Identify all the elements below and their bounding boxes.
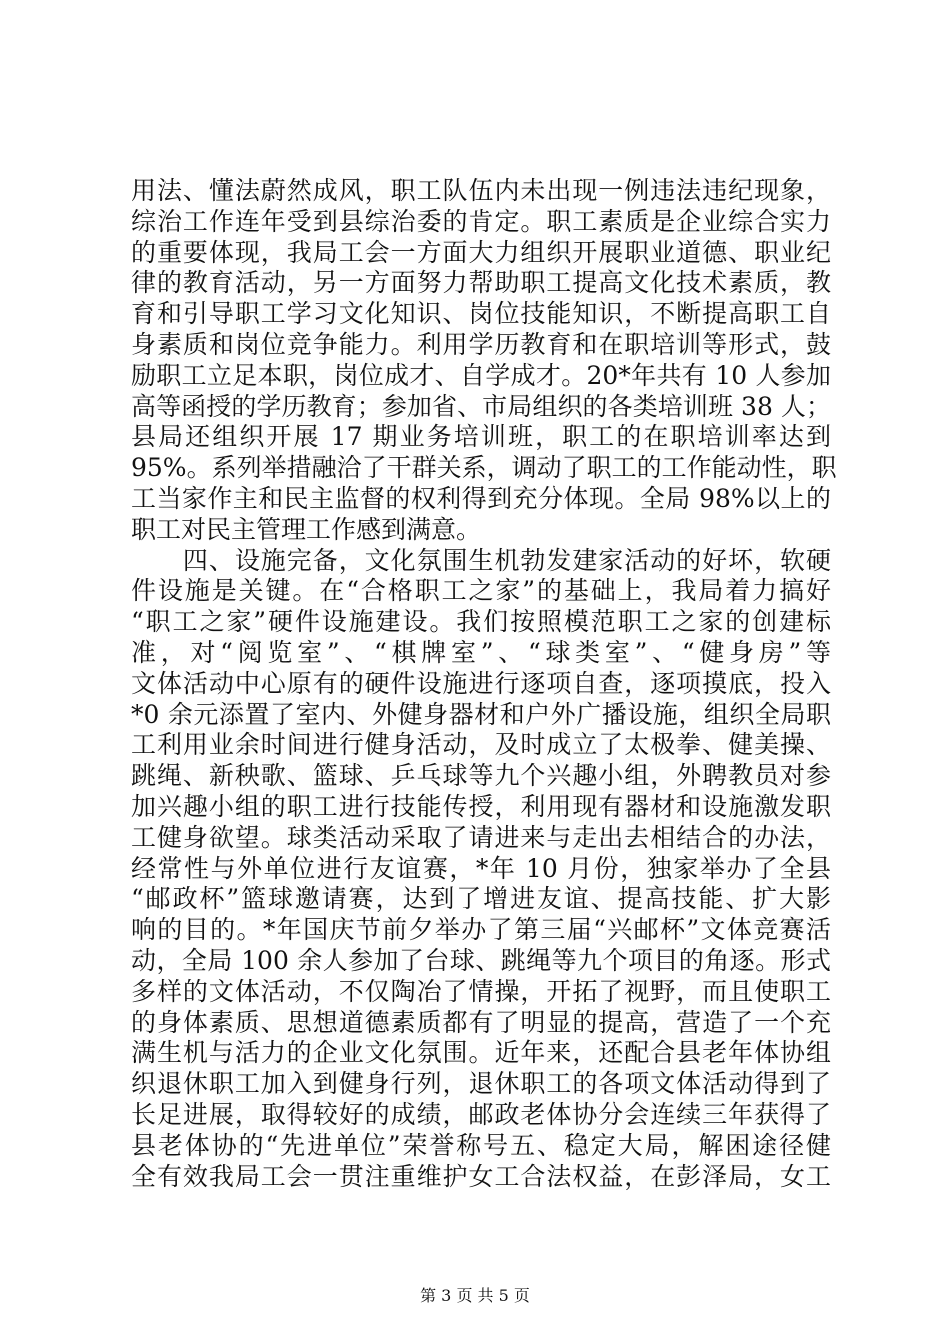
text-line: 文体活动中心原有的硬件设施进行逐项自查，逐项摸底，投入 [131, 668, 831, 698]
text-line: 织退休职工加入到健身行列，退休职工的各项文体活动得到了 [131, 1069, 831, 1099]
text-line: 经常性与外单位进行友谊赛，*年 10 月份，独家举办了全县 [131, 853, 831, 883]
text-line: 动，全局 100 余人参加了台球、跳绳等九个项目的角逐。形式 [131, 945, 831, 975]
paragraph-1 [131, 176, 837, 546]
text-line: 县老体协的“先进单位”荣誉称号五、稳定大局，解困途径健 [131, 1130, 831, 1160]
text-line: 律的教育活动，另一方面努力帮助职工提高文化技术素质，教 [131, 268, 831, 298]
text-line: 县局还组织开展 17 期业务培训班，职工的在职培训率达到 [131, 422, 831, 452]
text-line: 件设施是关键。在“合格职工之家”的基础上，我局着力搞好 [131, 576, 831, 606]
text-line: 跳绳、新秧歌、篮球、乒乓球等九个兴趣小组，外聘教员对参 [131, 761, 831, 791]
text-line: 励职工立足本职，岗位成才、自学成才。20*年共有 10 人参加 [131, 360, 831, 390]
text-line: 工当家作主和民主监督的权利得到充分体现。全局 98%以上的 [131, 483, 831, 513]
document-body [131, 176, 837, 1192]
text-line: 长足进展，取得较好的成绩，邮政老体协分会连续三年获得了 [131, 1099, 831, 1129]
text-line: 工健身欲望。球类活动采取了请进来与走出去相结合的办法， [131, 822, 831, 852]
text-line: 多样的文体活动，不仅陶冶了情操，开拓了视野，而且使职工 [131, 976, 831, 1006]
text-line: 准，对“阅览室”、“棋牌室”、“球类室”、“健身房”等 [131, 637, 831, 667]
text-line: *0 余元添置了室内、外健身器材和户外广播设施，组织全局职 [131, 699, 831, 729]
text-line: 高等函授的学历教育；参加省、市局组织的各类培训班 38 人； [131, 391, 831, 421]
text-line: 四、设施完备，文化氛围生机勃发建家活动的好坏，软硬 [131, 545, 831, 575]
text-line: 育和引导职工学习文化知识、岗位技能知识，不断提高职工自 [131, 299, 831, 329]
page-footer: 第 3 页 共 5 页 [420, 1286, 530, 1305]
text-line: 用法、懂法蔚然成风，职工队伍内未出现一例违法违纪现象， [131, 176, 831, 205]
text-line: 满生机与活力的企业文化氛围。近年来，还配合县老年体协组 [131, 1038, 831, 1068]
text-line: 响的目的。*年国庆节前夕举办了第三届“兴邮杯”文体竞赛活 [131, 915, 831, 945]
text-line: 全有效我局工会一贯注重维护女工合法权益，在彭泽局，女工 [131, 1161, 831, 1191]
text-line: “职工之家”硬件设施建设。我们按照模范职工之家的创建标 [131, 607, 831, 637]
text-line: “邮政杯”篮球邀请赛，达到了增进友谊、提高技能、扩大影 [131, 884, 831, 914]
text-line: 的重要体现，我局工会一方面大力组织开展职业道德、职业纪 [131, 237, 831, 267]
text-line: 综治工作连年受到县综治委的肯定。职工素质是企业综合实力 [131, 206, 831, 236]
text-line: 加兴趣小组的职工进行技能传授，利用现有器材和设施激发职 [131, 791, 831, 821]
paragraph-2 [131, 546, 831, 1193]
text-line: 的身体素质、思想道德素质都有了明显的提高，营造了一个充 [131, 1007, 831, 1037]
text-line: 职工对民主管理工作感到满意。 [131, 514, 482, 544]
text-line: 95%。系列举措融洽了干群关系，调动了职工的工作能动性，职 [131, 453, 837, 483]
text-line: 工利用业余时间进行健身活动，及时成立了太极拳、健美操、 [131, 730, 831, 760]
text-line: 身素质和岗位竞争能力。利用学历教育和在职培训等形式，鼓 [131, 329, 831, 359]
